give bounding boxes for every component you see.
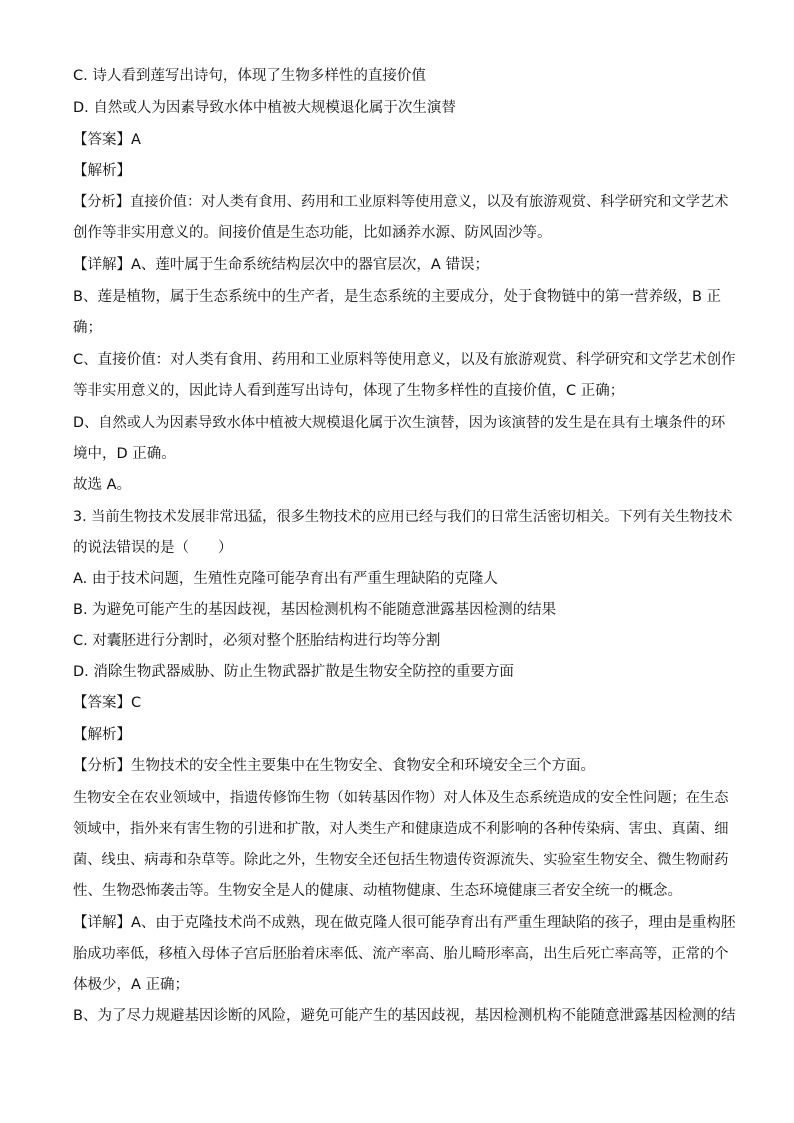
analysis-heading: 【解析】: [73, 163, 131, 179]
analysis-line: 【分析】生物技术的安全性主要集中在生物安全、食物安全和环境安全三个方面。: [73, 758, 595, 774]
option-d: D. 自然或人为因素导致水体中植被大规模退化属于次生演替: [73, 100, 456, 116]
analysis-heading: 【解析】: [73, 727, 131, 743]
detail-line: 境中，D 正确。: [73, 446, 176, 462]
detail-line: 体极少，A 正确；: [73, 977, 190, 993]
analysis-line: 创作等非实用意义的。间接价值是生态功能，比如涵养水源、防风固沙等。: [73, 225, 552, 241]
conclusion-line: 故选 A。: [73, 477, 132, 493]
detail-line: 【详解】A、由于克隆技术尚不成熟，现在做克隆人很可能孕育出有严重生理缺陷的孩子，理由是重构胚: [73, 915, 736, 931]
detail-line: 胎成功率低，移植入母体子宫后胚胎着床率低、流产率高、胎儿畸形率高，出生后死亡率高等，正常的个: [73, 946, 729, 962]
question-3-stem: 3. 当前生物技术发展非常迅猛，很多生物技术的应用已经与我们的日常生活密切相关。下列有关生物技术: [73, 509, 733, 525]
question-3-stem: 的说法错误的是（ ）: [73, 540, 233, 556]
detail-line: 等非实用意义的，因此诗人看到莲写出诗句，体现了生物多样性的直接价值，C 正确；: [73, 383, 625, 399]
detail-line: B、为了尽力规避基因诊断的风险，避免可能产生的基因歧视，基因检测机构不能随意泄露基因检测的结: [73, 1008, 736, 1024]
analysis-line: 【分析】直接价值：对人类有食用、药用和工业原料等使用意义，以及有旅游观赏、科学研究和文学艺术: [73, 194, 729, 210]
analysis-line: 生物安全在农业领域中，指遗传修饰生物（如转基因作物）对人体及生态系统造成的安全性问题；在生态: [73, 790, 729, 806]
detail-line: 【详解】A、莲叶属于生命系统结构层次中的器官层次，A 错误；: [73, 257, 489, 273]
analysis-line: 菌、线虫、病毒和杂草等。除此之外，生物安全还包括生物遗传资源流失、实验室生物安全、微生物耐药: [73, 852, 729, 868]
detail-line: C、直接价值：对人类有食用、药用和工业原料等使用意义，以及有旅游观赏、科学研究和文学艺术创作: [73, 352, 736, 368]
option-a: A. 由于技术问题，生殖性克隆可能孕育出有严重生理缺陷的克隆人: [73, 571, 498, 587]
analysis-line: 性、生物恐怖袭击等。生物安全是人的健康、动植物健康、生态环境健康三者安全统一的概念。: [73, 883, 682, 899]
detail-line: B、莲是植物，属于生态系统中的生产者，是生态系统的主要成分，处于食物链中的第一营养级，B 正: [73, 289, 722, 305]
analysis-line: 领域中，指外来有害生物的引进和扩散，对人类生产和健康造成不利影响的各种传染病、害虫、真菌、细: [73, 821, 729, 837]
answer-label: 【答案】C: [73, 695, 142, 711]
option-b: B. 为避免可能产生的基因歧视，基因检测机构不能随意泄露基因检测的结果: [73, 602, 557, 618]
option-c: C. 对囊胚进行分割时，必须对整个胚胎结构进行均等分割: [73, 633, 441, 649]
detail-line: 确；: [73, 320, 102, 336]
option-c: C. 诗人看到莲写出诗句，体现了生物多样性的直接价值: [73, 68, 426, 84]
answer-label: 【答案】A: [73, 132, 141, 148]
detail-line: D、自然或人为因素导致水体中植被大规模退化属于次生演替，因为该演替的发生是在具有土壤条件的环: [73, 415, 726, 431]
option-d: D. 消除生物武器威胁、防止生物武器扩散是生物安全防控的重要方面: [73, 664, 514, 680]
